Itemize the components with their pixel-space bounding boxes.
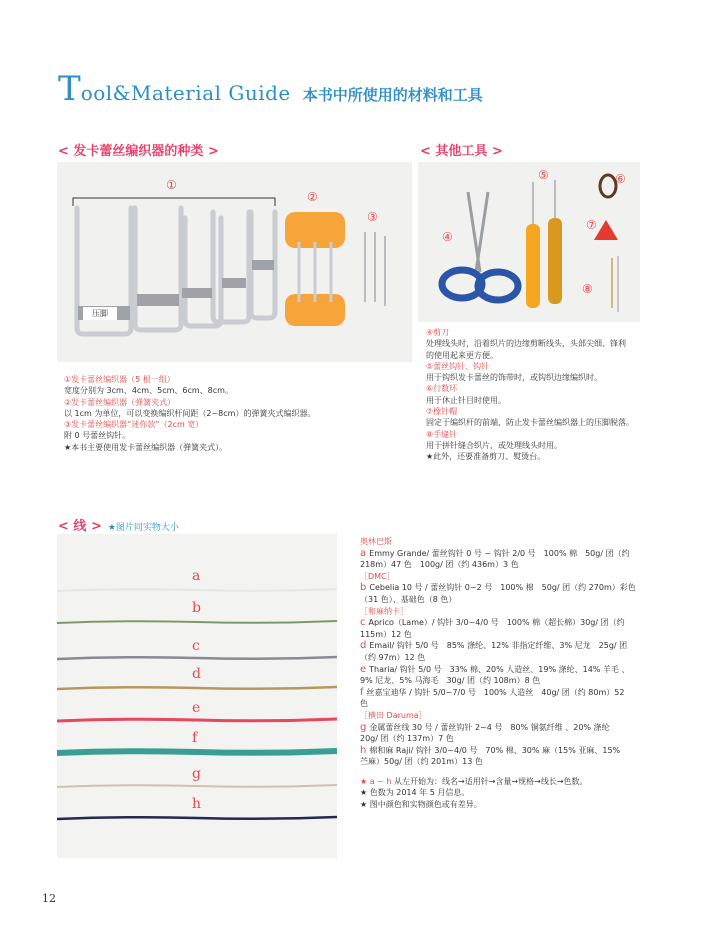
yarn-strand-c <box>57 657 337 659</box>
yarn-entry: h 棉和麻 Raji/ 钩针 3/0~4/0 号 70% 棉、30% 麻（15% 亚麻、15% <box>360 744 621 756</box>
marker-7: ⑦ <box>586 218 597 232</box>
desc-line: 宽度分别为 3cm、4cm、5cm、6cm、8cm。 <box>64 386 233 396</box>
yarn-entry-cont: 218m）47 色 100g/ 团（约 436m）3 色 <box>360 560 519 570</box>
yarn-entry: c Aprico（Lame）/ 钩针 3/0~4/0 号 100% 棉（超长棉）30g/ 团（约 <box>360 617 625 629</box>
loom-section-heading: < 发卡蕾丝编织器的种类 > <box>58 144 219 159</box>
yarn-entry-cont: 115m）12 色 <box>360 629 412 639</box>
yarn-label-b: b <box>192 600 201 616</box>
yarn-label-f: f <box>192 730 198 746</box>
yarn-description <box>360 536 640 811</box>
desc-line: ②发卡蕾丝编织器（弹簧夹式） <box>64 397 176 407</box>
brand-name: ［DMC］ <box>360 571 395 581</box>
yarn-entry-cont: （31 色）、基础色（8 色） <box>360 594 457 604</box>
marker-2: ② <box>307 190 318 204</box>
title-initial: T <box>58 69 81 109</box>
desc-line: 处理线头时，沿着织片的边缘剪断线头，头部尖细、锋利 <box>426 339 626 349</box>
desc-line: 用于钩织发卡蕾丝的饰带时，或钩织边缘编织时。 <box>426 373 602 383</box>
yarn-label-g: g <box>192 766 201 782</box>
desc-line: ③发卡蕾丝编织器“迷你款”（2cm 宽） <box>64 420 204 430</box>
loom-description <box>64 374 315 453</box>
desc-line: 的使用起来更方便。 <box>426 350 498 360</box>
yarn-entry: e Tharia/ 钩针 5/0 号 33% 棉、20% 人造丝、19% 涤纶、14% 羊毛 、 <box>360 663 630 675</box>
marker-5: ⑤ <box>538 168 549 182</box>
desc-line: ④剪刀 <box>426 328 450 337</box>
yarn-entry: b Cebelia 10 号 / 蕾丝钩针 0~2 号 100% 棉 50g/ 团（约 270m）彩色 <box>360 582 636 594</box>
note-line: ★ a ~ h 从左开始为：线名→适用针→含量→规格→线长→色数。 <box>360 776 588 786</box>
desc-line: 附 0 号蕾丝钩针。 <box>64 431 131 441</box>
yarn-strand-h <box>57 817 337 819</box>
yarn-entry-cont: 9% 尼龙、5% 马海毛 30g/ 团（约 108m）8 色 <box>360 676 541 686</box>
yarn-group-daruma <box>360 710 640 768</box>
yarn-strand-b <box>57 621 337 623</box>
marker-6: ⑥ <box>615 172 626 186</box>
brand-name: ［横田 Daruma］ <box>360 710 427 720</box>
yarn-group-olympus <box>360 536 640 571</box>
yarn-entry: g 金属蕾丝线 30 号 / 蕾丝钩针 2~4 号 80% 铜氨纤维 、20% 涤纶 <box>360 721 610 733</box>
page-title <box>58 69 483 109</box>
desc-line: ★此外，还要准备剪刀、熨烫台。 <box>426 452 546 462</box>
yarn-group-hamanaka <box>360 606 640 710</box>
yarn-strand-e <box>57 719 337 721</box>
yarn-strand-g <box>57 785 337 787</box>
brand-name: ［和麻纳卡］ <box>360 606 408 616</box>
tools-description <box>426 327 634 463</box>
yarn-group-dmc <box>360 571 640 606</box>
desc-line: ⑥行数环 <box>426 384 458 394</box>
yarn-strand-f <box>57 751 337 753</box>
marker-3: ③ <box>367 210 378 224</box>
marker-4: ④ <box>442 230 453 244</box>
note-line: ★ 图中颜色和实物颜色或有差异。 <box>360 800 482 810</box>
yarn-label-c: c <box>192 638 200 654</box>
desc-line: ⑤蕾丝钩针、钩针 <box>426 361 490 371</box>
desc-line: ⑧手缝针 <box>426 429 458 439</box>
desc-line: 以 1cm 为单位，可以变换编织杆间距（2~8cm）的弹簧夹式编织器。 <box>64 408 316 418</box>
tools-section-heading: < 其他工具 > <box>420 144 503 159</box>
page-number: 12 <box>42 892 56 905</box>
yarn-label-e: e <box>192 700 201 716</box>
loom-illustration <box>57 162 412 362</box>
yarn-size-note: ★图片同实物大小 <box>107 523 179 533</box>
brand-name: 奥林巴斯 <box>360 537 392 546</box>
marker-8: ⑧ <box>582 282 593 296</box>
yarn-entry: d Email/ 钩针 5/0 号 85% 涤纶、12% 非指定纤维、3% 尼龙 25g/ 团 <box>360 640 628 652</box>
yarn-entry-cont: 20g/ 团（约 137m）7 色 <box>360 734 454 744</box>
yarn-entry-cont: 色 <box>360 699 368 709</box>
desc-line: 固定于编织杆的前端，防止发卡蕾丝编织器上的压脚脱落。 <box>426 418 634 428</box>
desc-line: ⑦橡针帽 <box>426 407 458 417</box>
title-chinese: 本书中所使用的材料和工具 <box>302 86 483 104</box>
yarn-photo <box>57 534 337 858</box>
yarn-entry-cont: （约 97m）12 色 <box>360 652 426 662</box>
title-english: ool&Material Guide <box>80 81 291 105</box>
yarn-notes <box>360 776 640 811</box>
marker-1: ① <box>166 178 177 192</box>
note-line: ★ 色数为 2014 年 5 月信息。 <box>360 788 470 798</box>
loom-photo <box>57 162 412 362</box>
yarn-section-heading: < 线 > ★图片同实物大小 <box>58 519 179 534</box>
yarn-label-a: a <box>192 568 201 584</box>
desc-line: 用于拼针缝合织片，或处理线头时用。 <box>426 440 562 450</box>
yarn-entry: a Emmy Grande/ 蕾丝钩针 0 号 ~ 钩针 2/0 号 100% 棉 50g/ 团（约 <box>360 547 630 559</box>
yarn-strand-a <box>57 589 337 591</box>
yarn-entry: f 丝嘉宝迪华 / 钩针 5/0~7/0 号 100% 人造丝 40g/ 团（约 80m）52 <box>360 686 625 698</box>
yarn-label-h: h <box>192 796 202 812</box>
yarn-label-d: d <box>192 666 201 682</box>
desc-line: ★本书主要使用发卡蕾丝编织器（弹簧夹式）。 <box>64 442 228 452</box>
tools-photo <box>418 162 640 322</box>
press-tag: 压脚 <box>83 307 117 320</box>
yarn-entry-cont: 苎麻）50g/ 团（约 201m）13 色 <box>360 757 483 767</box>
yarn-strand-d <box>57 687 337 689</box>
desc-line: 用于休止针目时使用。 <box>426 395 506 405</box>
desc-line: ①发卡蕾丝编织器（5 根一组） <box>64 375 175 384</box>
